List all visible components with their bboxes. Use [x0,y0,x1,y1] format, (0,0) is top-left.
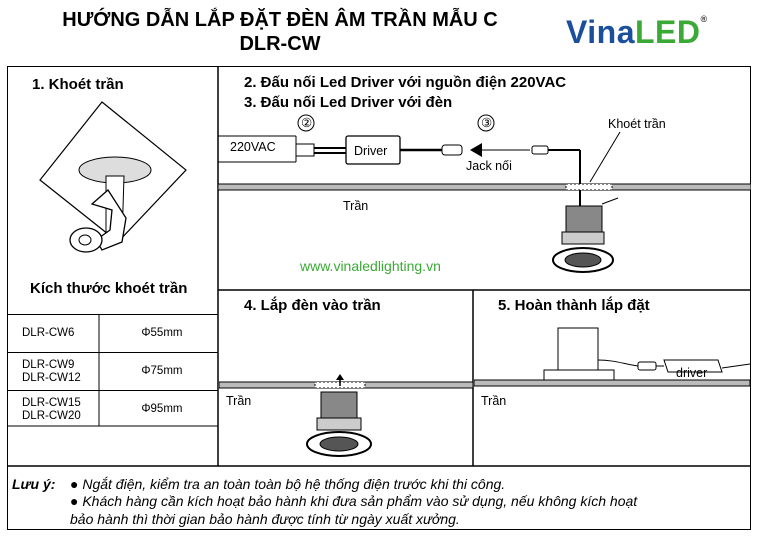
model-cell: DLR-CW9 DLR-CW12 [8,353,133,391]
driver-label: Driver [354,144,388,158]
ceiling-label: Trần [481,394,507,408]
website-link[interactable]: www.vinaledlighting.vn [300,258,441,274]
table-row [8,353,218,391]
jack-connector-label: Jack nối [466,159,512,173]
ceiling-cutout-illustration [30,100,200,260]
title-line-2: DLR-CW [239,33,321,55]
size-cell: Φ55mm [133,315,218,353]
model-cell: DLR-CW15 DLR-CW20 [8,391,133,429]
ceiling-label: Trần [226,394,252,408]
step5-title: 5. Hoàn thành lắp đặt [498,297,650,314]
note-line-3: bảo hành thì thời gian bảo hành được tính từ ngày xuất xưởng. [70,511,460,527]
step2-title: 2. Đấu nối Led Driver với nguồn điện 220VAC [244,74,567,91]
model-cell: DLR-CW6 [8,315,133,353]
note-line-2: ● Khách hàng cần kích hoạt bảo hành khi đưa sản phẩm vào sử dụng, nếu không kích hoạt [70,493,638,509]
title-line-1: HƯỚNG DẪN LẮP ĐẶT ĐÈN ÂM TRẦN MẪU C [62,9,498,31]
note-line-1: ● Ngắt điện, kiểm tra an toàn toàn bộ hệ thống điện trước khi thi công. [70,476,506,492]
step3-title: 3. Đấu nối Led Driver với đèn [244,94,453,111]
table-row [8,391,218,429]
table-row [8,315,218,353]
cutout-size-table [8,314,218,428]
step1-title: 1. Khoét trần [32,76,124,93]
size-cell: Φ75mm [133,353,218,391]
size-table-title: Kích thước khoét trần [30,280,188,297]
size-cell: Φ95mm [133,391,218,429]
step-number-3: ③ [481,116,493,130]
completed-install-diagram [474,320,750,465]
ceiling-label: Trần [343,199,369,213]
driver-label: driver [676,366,708,380]
table-column-divider [98,314,100,426]
wiring-diagram [218,110,751,290]
cutout-label: Khoét trần [608,117,666,131]
install-light-diagram [219,320,473,465]
step-number-2: ② [301,116,313,130]
vinaled-logo: VinaLED® [566,14,708,50]
notes-label: Lưu ý: [12,476,56,492]
step4-title: 4. Lắp đèn vào trần [244,297,381,314]
voltage-label: 220VAC [230,140,276,154]
